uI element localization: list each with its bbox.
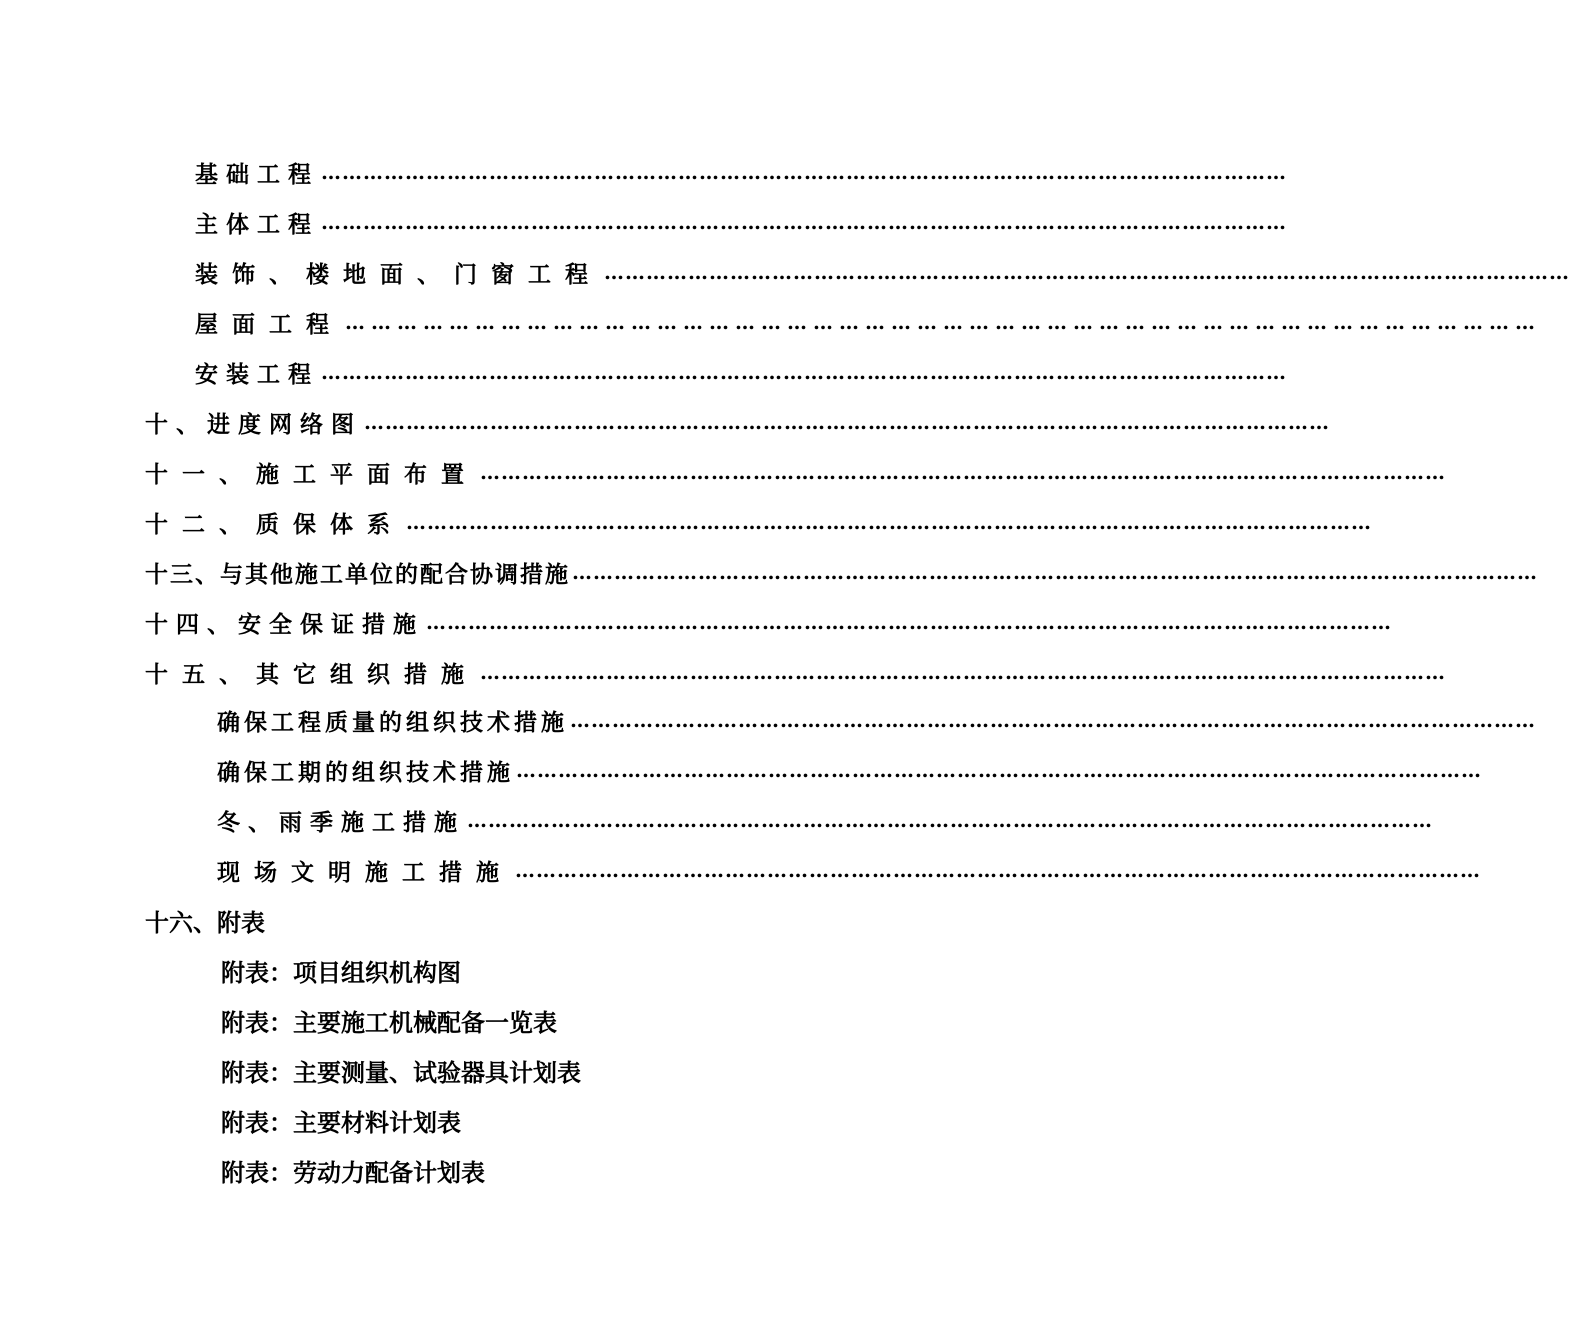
- toc-section[interactable]: [145, 552, 1538, 592]
- toc-leader: …………………………………………………………………………………………………………………………: [480, 460, 1446, 484]
- toc-entry[interactable]: [195, 302, 1541, 342]
- toc-entry-label: 冬、雨季施工措施: [217, 808, 465, 836]
- toc-entry-label: 安装工程: [195, 360, 319, 388]
- toc-leader: …………………………………………………………………………………………………………………………: [480, 660, 1446, 684]
- toc-entry-label: 主体工程: [195, 210, 319, 238]
- toc-entry[interactable]: [217, 850, 1481, 890]
- toc-section-label: 十三、与其他施工单位的配合协调措施: [145, 560, 570, 588]
- toc-leader: …………………………………………………………………………………………………………………………: [516, 758, 1482, 782]
- appendix-item-label: 附表：主要材料计划表: [221, 1107, 461, 1137]
- appendix-item-label: 附表：主要施工机械配备一览表: [221, 1007, 557, 1037]
- toc-leader: …………………………………………………………………………………………………………………………: [604, 260, 1570, 284]
- toc-entry-label: 确保工程质量的组织技术措施: [217, 708, 568, 736]
- appendix-item-label: 附表：劳动力配备计划表: [221, 1157, 485, 1187]
- appendix-item-label: 附表：主要测量、试验器具计划表: [221, 1057, 581, 1087]
- toc-section[interactable]: [145, 502, 1372, 542]
- appendix-item[interactable]: [221, 950, 807, 990]
- toc-entry[interactable]: [195, 202, 1287, 242]
- toc-leader: …………………………………………………………………………………………………………………………: [321, 360, 1287, 384]
- appendix-item[interactable]: [221, 1050, 807, 1090]
- toc-leader: …………………………………………………………………………………………………………………………: [345, 310, 1541, 334]
- toc-entry-label: 装饰、楼地面、门窗工程: [195, 260, 602, 288]
- toc-leader: …………………………………………………………………………………………………………………………: [321, 160, 1287, 184]
- appendix-item[interactable]: [221, 1150, 807, 1190]
- toc-entry[interactable]: [217, 750, 1482, 790]
- toc-section-label: 十、进度网络图: [145, 410, 362, 438]
- toc-section[interactable]: [145, 602, 1392, 642]
- toc-leader: …………………………………………………………………………………………………………………………: [570, 708, 1536, 732]
- toc-entry[interactable]: [217, 700, 1536, 740]
- toc-entry[interactable]: [195, 252, 1570, 292]
- toc-entry-label: 基础工程: [195, 160, 319, 188]
- toc-leader: …………………………………………………………………………………………………………………………: [515, 858, 1481, 882]
- toc-leader: …………………………………………………………………………………………………………………………: [467, 808, 1433, 832]
- toc-leader: …………………………………………………………………………………………………………………………: [321, 210, 1287, 234]
- toc-section-label: 十四、安全保证措施: [145, 610, 424, 638]
- toc-section-label: 十二、质保体系: [145, 510, 404, 538]
- toc-entry[interactable]: [217, 800, 1433, 840]
- toc-entry-label: 确保工期的组织技术措施: [217, 758, 514, 786]
- toc-section[interactable]: [145, 452, 1446, 492]
- toc-leader: …………………………………………………………………………………………………………………………: [426, 610, 1392, 634]
- appendix-item[interactable]: [221, 1100, 807, 1140]
- appendix-item-label: 附表：项目组织机构图: [221, 957, 461, 987]
- toc-section-label: 十五、其它组织措施: [145, 660, 478, 688]
- toc-entry-label: 现场文明施工措施: [217, 858, 513, 886]
- toc-section-appendix[interactable]: [145, 900, 807, 940]
- toc-entry[interactable]: [195, 152, 1287, 192]
- toc-leader: …………………………………………………………………………………………………………………………: [406, 510, 1372, 534]
- toc-entry[interactable]: [195, 352, 1287, 392]
- toc-section[interactable]: [145, 402, 1330, 442]
- toc-section-label: 十一、施工平面布置: [145, 460, 478, 488]
- appendix-heading: 十六、附表: [145, 907, 265, 937]
- toc-entry-label: 屋面工程: [195, 310, 343, 338]
- appendix-item[interactable]: [221, 1000, 807, 1040]
- toc-section[interactable]: [145, 652, 1446, 692]
- toc-leader: …………………………………………………………………………………………………………………………: [364, 410, 1330, 434]
- toc-leader: …………………………………………………………………………………………………………………………: [572, 560, 1538, 584]
